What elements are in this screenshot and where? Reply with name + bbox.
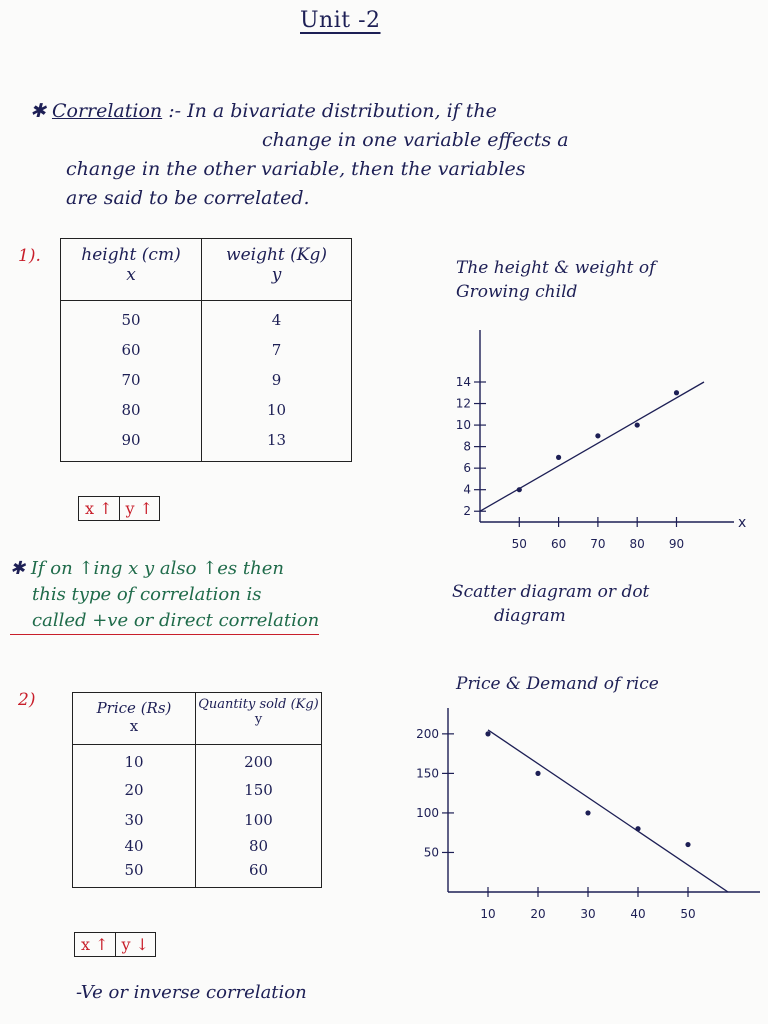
column-header-height: height (cm) <box>81 245 181 265</box>
data-point <box>556 455 561 460</box>
table-cell: 13 <box>266 431 287 449</box>
trend-line <box>488 730 728 892</box>
x-tick-label: 90 <box>668 537 685 551</box>
height-weight-scatter-chart <box>420 320 760 570</box>
column-subheader-y: y <box>254 712 263 727</box>
table-cell: 100 <box>244 811 273 829</box>
x-axis-label: x <box>738 515 747 531</box>
table-cell: 90 <box>121 431 141 449</box>
y-tick-label: 4 <box>463 482 471 497</box>
x-tick-label: 70 <box>590 537 606 551</box>
table-cell: 20 <box>124 781 144 799</box>
chart-1-caption <box>452 580 649 628</box>
x-tick-label: 40 <box>630 907 646 921</box>
table-cell: 80 <box>121 401 141 419</box>
chart-1-title <box>456 256 655 304</box>
badge-y-down: y ↓ <box>115 933 156 956</box>
x-tick-label: 80 <box>629 537 645 551</box>
column-header-quantity: Quantity sold (Kg) <box>198 697 319 712</box>
y-tick-label: 200 <box>416 726 439 741</box>
x-tick-label: 10 <box>480 907 496 921</box>
column-header-price: Price (Rs) <box>96 699 172 717</box>
table-cell: 70 <box>121 371 141 389</box>
data-point <box>517 487 522 492</box>
y-tick-label: 14 <box>455 375 471 389</box>
badge-y-up: y ↑ <box>119 497 160 520</box>
chart-1-title-line-2: Growing child <box>456 282 578 302</box>
table-cell: 4 <box>271 311 282 329</box>
data-point <box>585 810 590 815</box>
page-title: Unit -2 <box>300 8 381 33</box>
definition-text-1: In a bivariate distribution, if the <box>187 100 497 122</box>
chart-1-caption-line-2: diagram <box>494 606 566 626</box>
chart-1-caption-line-1: Scatter diagram or dot <box>452 582 650 602</box>
table-cell: 10 <box>266 401 287 419</box>
y-tick-label: 2 <box>463 504 471 519</box>
positive-correlation-badge <box>78 496 160 521</box>
x-tick-label: 50 <box>680 907 696 921</box>
y-tick-label: 12 <box>455 396 471 411</box>
trend-line <box>480 382 704 511</box>
badge-x-up: x ↑ <box>85 499 113 518</box>
column-subheader-x: x <box>129 717 139 735</box>
x-tick-label: 20 <box>530 907 546 921</box>
data-point <box>635 826 640 831</box>
height-weight-table <box>60 238 352 462</box>
table-cell: 60 <box>121 341 141 359</box>
column-header-weight: weight (Kg) <box>226 245 327 265</box>
x-tick-label: 30 <box>580 907 596 921</box>
y-tick-label: 150 <box>416 766 439 781</box>
table-cell: 200 <box>244 753 273 771</box>
example-1-number: 1). <box>18 246 41 266</box>
x-tick-label: 50 <box>511 537 527 551</box>
star-icon: ✱ <box>30 100 46 122</box>
chart-1-title-line-1: The height & weight of <box>456 258 656 278</box>
definition-line-1 <box>30 98 497 125</box>
price-demand-scatter-chart <box>410 700 760 925</box>
table-cell: 10 <box>124 753 144 771</box>
badge-x-up: x ↑ <box>81 935 109 954</box>
definition-separator: :- <box>168 100 182 122</box>
column-subheader-x: x <box>126 265 136 285</box>
data-point <box>595 433 600 438</box>
definition-text-4: are said to be correlated. <box>66 187 310 209</box>
note-star-icon: ✱ <box>10 558 31 579</box>
definition-text-3: change in the other variable, then the variables <box>66 158 526 180</box>
negative-correlation-footer: -Ve or inverse correlation <box>76 982 307 1003</box>
table-cell: 150 <box>244 781 273 799</box>
note-line-2: this type of correlation is <box>32 584 262 605</box>
y-tick-label: 10 <box>455 418 471 433</box>
table-cell: 9 <box>271 371 282 389</box>
definition-text-2: change in one variable effects a <box>262 129 569 151</box>
data-point <box>635 422 640 427</box>
positive-note <box>10 556 319 635</box>
table-cell: 30 <box>124 811 144 829</box>
table-cell: 50 <box>124 861 144 879</box>
data-point <box>685 842 690 847</box>
y-tick-label: 6 <box>463 461 471 476</box>
data-point <box>485 731 490 736</box>
y-tick-label: 50 <box>423 845 439 860</box>
table-cell: 80 <box>248 837 269 855</box>
note-line-1: If on ↑ing x y also ↑es then <box>30 558 284 579</box>
table-cell: 40 <box>124 837 144 855</box>
table-cell: 7 <box>271 341 282 359</box>
negative-correlation-badge <box>74 932 156 957</box>
chart-2-title: Price & Demand of rice <box>456 674 659 694</box>
y-tick-label: 8 <box>463 439 471 454</box>
column-subheader-y: y <box>271 265 282 285</box>
example-2-number: 2) <box>18 690 36 710</box>
table-cell: 50 <box>121 311 141 329</box>
price-quantity-table <box>72 692 322 888</box>
data-point <box>535 771 540 776</box>
table-cell: 60 <box>248 861 269 879</box>
note-line-3: called +ve or direct correlation <box>10 608 319 635</box>
x-tick-label: 60 <box>550 537 567 551</box>
data-point <box>674 390 679 395</box>
definition-term: Correlation <box>51 100 163 122</box>
y-tick-label: 100 <box>416 805 439 820</box>
